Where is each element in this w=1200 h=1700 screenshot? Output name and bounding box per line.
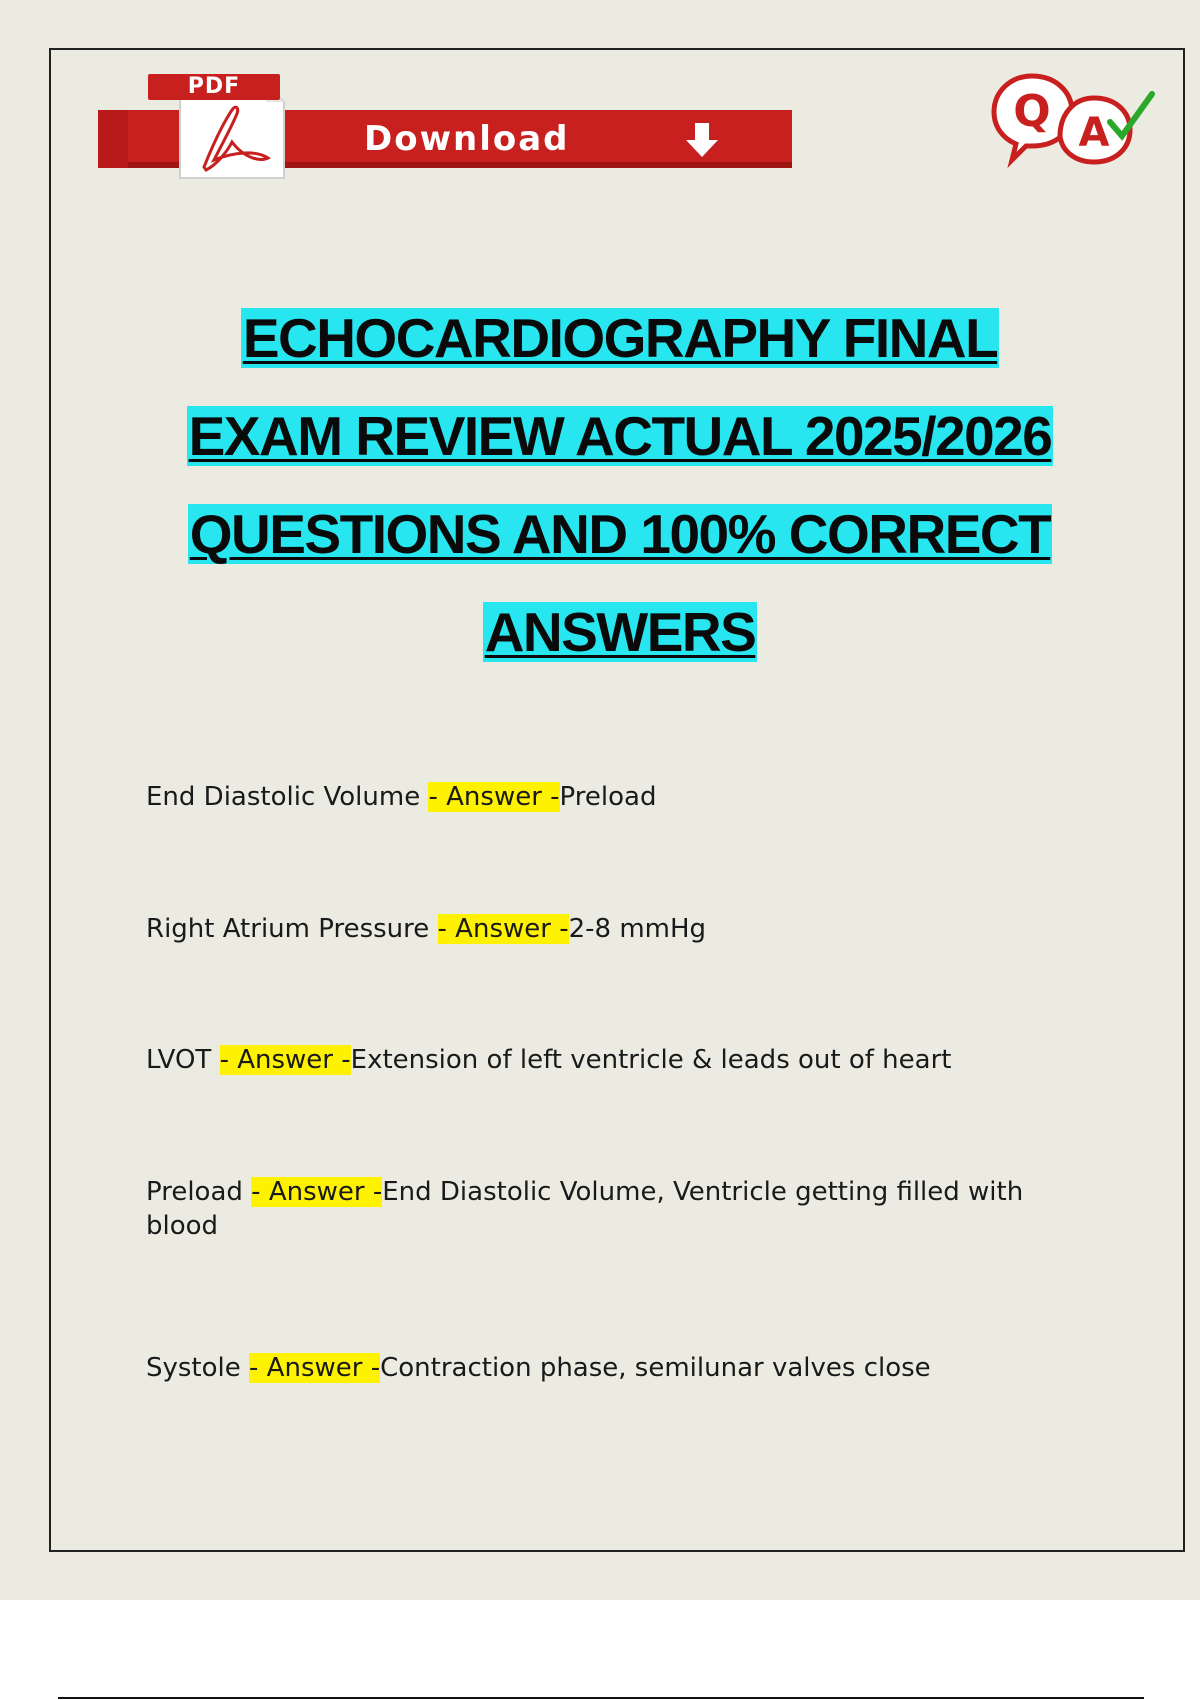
qa-answer: Extension of left ventricle & leads out of heart bbox=[350, 1045, 952, 1075]
qa-logo bbox=[990, 70, 1160, 170]
pdf-file-icon bbox=[144, 72, 288, 180]
down-arrow-icon bbox=[682, 120, 722, 160]
bottom-rule bbox=[58, 1697, 1144, 1699]
title-line: EXAM REVIEW ACTUAL 2025/2026 bbox=[188, 405, 1052, 467]
title-line: ANSWERS bbox=[484, 601, 756, 663]
title-line: ECHOCARDIOGRAPHY FINAL bbox=[242, 307, 998, 369]
qa-term: Preload bbox=[146, 1177, 252, 1207]
qa-item bbox=[146, 780, 1046, 814]
download-bar-edge bbox=[98, 110, 128, 168]
download-label[interactable]: Download bbox=[364, 119, 570, 159]
pdf-download-banner[interactable] bbox=[98, 70, 798, 180]
qa-term: Right Atrium Pressure bbox=[146, 914, 438, 944]
qa-answer: 2-8 mmHg bbox=[568, 914, 707, 944]
qa-item bbox=[146, 912, 1046, 946]
qa-answer: End Diastolic Volume, Ventricle getting filled with blood bbox=[146, 1177, 1024, 1241]
document-title bbox=[80, 308, 1160, 700]
qa-term: End Diastolic Volume bbox=[146, 782, 429, 812]
qa-item bbox=[146, 1175, 1046, 1243]
pdf-tag: PDF bbox=[148, 74, 280, 100]
qa-answer: Preload bbox=[559, 782, 657, 812]
qa-item bbox=[146, 1351, 1046, 1385]
qa-term: LVOT bbox=[146, 1045, 220, 1075]
title-line: QUESTIONS AND 100% CORRECT bbox=[189, 503, 1051, 565]
answer-marker: - Answer - bbox=[437, 914, 569, 944]
qa-logo-a: A bbox=[1078, 110, 1110, 156]
answer-marker: - Answer - bbox=[428, 782, 560, 812]
answer-marker: - Answer - bbox=[219, 1045, 351, 1075]
answer-marker: - Answer - bbox=[249, 1353, 381, 1383]
qa-item bbox=[146, 1043, 1046, 1077]
qa-term: Systole bbox=[146, 1353, 250, 1383]
answer-marker: - Answer - bbox=[251, 1177, 383, 1207]
qa-answer: Contraction phase, semilunar valves close bbox=[380, 1353, 931, 1383]
qa-logo-q: Q bbox=[1013, 86, 1051, 137]
